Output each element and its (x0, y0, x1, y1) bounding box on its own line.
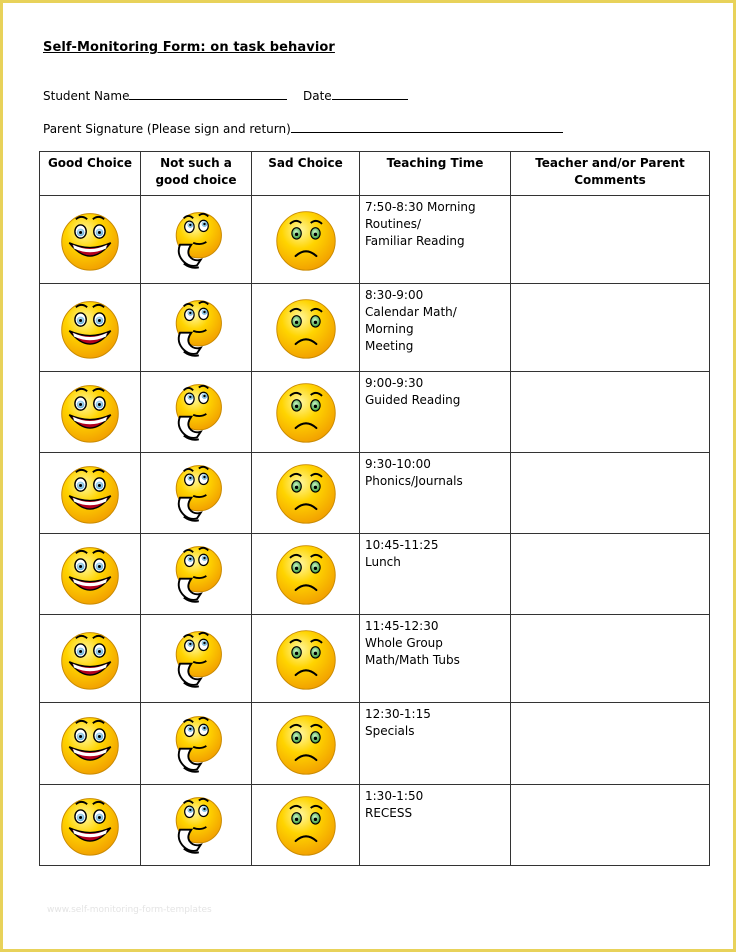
table-header-row (40, 152, 710, 196)
sad-face-icon (252, 792, 359, 858)
date-label: Date (303, 89, 332, 103)
happy-face-icon (40, 379, 140, 445)
date-field[interactable] (332, 87, 408, 100)
teaching-time-cell (360, 372, 511, 453)
thinking-face-icon (141, 792, 251, 858)
teaching-time-line: Guided Reading (365, 393, 461, 407)
teaching-time-cell (360, 284, 511, 372)
good-choice-cell[interactable] (40, 453, 141, 534)
sad-face-icon (252, 541, 359, 607)
teaching-time-line: Routines/ (365, 217, 422, 231)
teaching-time-line: 1:30-1:50 (365, 789, 424, 803)
form-title: Self-Monitoring Form: on task behavior (43, 40, 335, 55)
not-good-choice-cell[interactable] (141, 615, 252, 703)
parent-signature-field[interactable] (291, 120, 563, 133)
sad-face-icon (252, 207, 359, 273)
comments-cell[interactable] (511, 453, 710, 534)
teaching-time-line: Meeting (365, 339, 414, 353)
sad-choice-cell[interactable] (252, 785, 360, 866)
good-choice-cell[interactable] (40, 534, 141, 615)
teaching-time-line: Whole Group (365, 636, 443, 650)
teaching-time-cell (360, 534, 511, 615)
table-row (40, 372, 710, 453)
teaching-time-cell (360, 615, 511, 703)
happy-face-icon (40, 626, 140, 692)
table-row (40, 453, 710, 534)
good-choice-cell[interactable] (40, 785, 141, 866)
not-good-choice-cell[interactable] (141, 785, 252, 866)
not-good-choice-cell[interactable] (141, 284, 252, 372)
sad-choice-cell[interactable] (252, 615, 360, 703)
good-choice-cell[interactable] (40, 284, 141, 372)
teaching-time-line: 7:50-8:30 Morning (365, 200, 476, 214)
header-not-such-good-choice: Not such a good choice (141, 152, 252, 196)
student-name-label: Student Name (43, 89, 130, 103)
good-choice-cell[interactable] (40, 615, 141, 703)
thinking-face-icon (141, 711, 251, 777)
happy-face-icon (40, 460, 140, 526)
table-row (40, 284, 710, 372)
sad-choice-cell[interactable] (252, 534, 360, 615)
not-good-choice-cell[interactable] (141, 372, 252, 453)
parent-signature-line (43, 120, 563, 136)
teaching-time-line: 10:45-11:25 (365, 538, 439, 552)
thinking-face-icon (141, 379, 251, 445)
comments-cell[interactable] (511, 372, 710, 453)
teaching-time-line: 9:30-10:00 (365, 457, 431, 471)
teaching-time-line: RECESS (365, 806, 413, 820)
teaching-time-cell (360, 703, 511, 785)
teaching-time-cell (360, 453, 511, 534)
comments-cell[interactable] (511, 703, 710, 785)
sad-choice-cell[interactable] (252, 372, 360, 453)
teaching-time-line: Lunch (365, 555, 401, 569)
happy-face-icon (40, 711, 140, 777)
teaching-time-line: 11:45-12:30 (365, 619, 439, 633)
good-choice-cell[interactable] (40, 703, 141, 785)
teaching-time-cell (360, 196, 511, 284)
thinking-face-icon (141, 460, 251, 526)
sad-choice-cell[interactable] (252, 284, 360, 372)
table-row (40, 196, 710, 284)
happy-face-icon (40, 207, 140, 273)
teaching-time-line: Calendar Math/ Morning (365, 305, 457, 336)
thinking-face-icon (141, 295, 251, 361)
thinking-face-icon (141, 541, 251, 607)
comments-cell[interactable] (511, 615, 710, 703)
header-teaching-time: Teaching Time (360, 152, 511, 196)
teaching-time-cell (360, 785, 511, 866)
monitoring-table (39, 151, 710, 866)
watermark: www.self-monitoring-form-templates (47, 905, 212, 915)
comments-cell[interactable] (511, 284, 710, 372)
sad-face-icon (252, 626, 359, 692)
teaching-time-line: 12:30-1:15 (365, 707, 431, 721)
sad-choice-cell[interactable] (252, 703, 360, 785)
sad-face-icon (252, 295, 359, 361)
parent-signature-label: Parent Signature (Please sign and return) (43, 122, 291, 136)
good-choice-cell[interactable] (40, 196, 141, 284)
not-good-choice-cell[interactable] (141, 534, 252, 615)
sad-face-icon (252, 460, 359, 526)
table-row (40, 785, 710, 866)
thinking-face-icon (141, 207, 251, 273)
header-comments: Teacher and/or Parent Comments (511, 152, 710, 196)
teaching-time-line: Phonics/Journals (365, 474, 463, 488)
table-row (40, 534, 710, 615)
comments-cell[interactable] (511, 534, 710, 615)
comments-cell[interactable] (511, 785, 710, 866)
teaching-time-line: 8:30-9:00 (365, 288, 424, 302)
happy-face-icon (40, 792, 140, 858)
teaching-time-line: Math/Math Tubs (365, 653, 460, 667)
teaching-time-line: Familiar Reading (365, 234, 465, 248)
happy-face-icon (40, 541, 140, 607)
good-choice-cell[interactable] (40, 372, 141, 453)
sad-face-icon (252, 379, 359, 445)
not-good-choice-cell[interactable] (141, 703, 252, 785)
teaching-time-line: Specials (365, 724, 415, 738)
sad-choice-cell[interactable] (252, 453, 360, 534)
header-sad-choice: Sad Choice (252, 152, 360, 196)
not-good-choice-cell[interactable] (141, 196, 252, 284)
student-name-field[interactable] (129, 87, 287, 100)
table-row (40, 615, 710, 703)
table-row (40, 703, 710, 785)
not-good-choice-cell[interactable] (141, 453, 252, 534)
student-name-line (43, 87, 287, 103)
sad-face-icon (252, 711, 359, 777)
thinking-face-icon (141, 626, 251, 692)
teaching-time-line: 9:00-9:30 (365, 376, 424, 390)
sad-choice-cell[interactable] (252, 196, 360, 284)
comments-cell[interactable] (511, 196, 710, 284)
header-good-choice: Good Choice (40, 152, 141, 196)
happy-face-icon (40, 295, 140, 361)
date-line (303, 87, 408, 103)
